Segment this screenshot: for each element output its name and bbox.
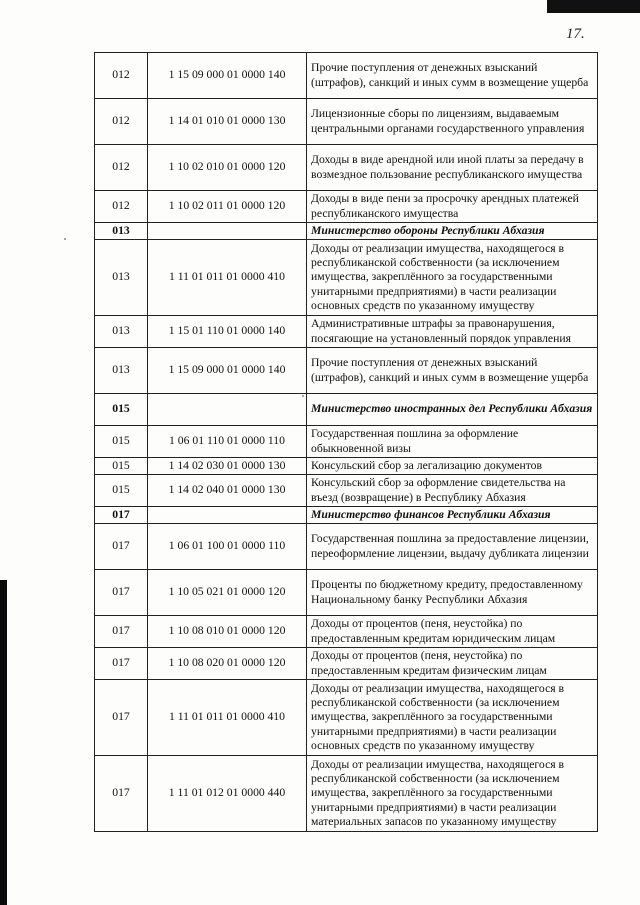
row-kbk-cell: 1 14 01 010 01 0000 130	[148, 99, 307, 145]
scan-corner-mark	[547, 0, 640, 13]
row-kbk-cell	[148, 394, 307, 426]
row-description-cell: Министерство иностранных дел Республики Абхазия	[307, 394, 598, 426]
row-code-cell: 017	[95, 524, 148, 570]
row-description-cell: Прочие поступления от денежных взысканий (штрафов), санкций и иных сумм в возмещение ущерба	[307, 53, 598, 99]
scan-edge-shadow	[0, 580, 7, 905]
row-code-cell: 013	[95, 348, 148, 394]
scan-speck	[64, 238, 66, 240]
row-kbk-cell: 1 11 01 011 01 0000 410	[148, 240, 307, 316]
row-kbk-cell: 1 15 09 000 01 0000 140	[148, 348, 307, 394]
table-row	[95, 426, 598, 458]
row-description-cell: Доходы от процентов (пеня, неустойка) по предоставленным кредитам юридическим лицам	[307, 616, 598, 648]
table-row	[95, 458, 598, 475]
row-code-cell: 012	[95, 191, 148, 223]
table-row	[95, 99, 598, 145]
row-kbk-cell: 1 14 02 030 01 0000 130	[148, 458, 307, 475]
row-code-cell: 012	[95, 99, 148, 145]
ministry-header-row	[95, 394, 598, 426]
ministry-header-row	[95, 223, 598, 240]
row-code-cell: 017	[95, 570, 148, 616]
table-row	[95, 53, 598, 99]
row-description-cell: Доходы от реализации имущества, находящегося в республиканской собственности (за исключением имущества, закреплённого за государственными унитарными предприятиями) в части реализации материальных запасов по указанному имуществу	[307, 756, 598, 832]
row-code-cell: 015	[95, 394, 148, 426]
row-kbk-cell: 1 10 05 021 01 0000 120	[148, 570, 307, 616]
row-kbk-cell: 1 06 01 110 01 0000 110	[148, 426, 307, 458]
row-kbk-cell: 1 15 01 110 01 0000 140	[148, 316, 307, 348]
row-kbk-cell: 1 10 02 011 01 0000 120	[148, 191, 307, 223]
row-code-cell: 017	[95, 756, 148, 832]
row-description-cell: Доходы в виде пени за просрочку арендных платежей республиканского имущества	[307, 191, 598, 223]
row-description-cell: Проценты по бюджетному кредиту, предоставленному Национальному банку Республики Абхазия	[307, 570, 598, 616]
table-row	[95, 680, 598, 756]
row-code-cell: 017	[95, 648, 148, 680]
row-description-cell: Прочие поступления от денежных взысканий (штрафов), санкций и иных сумм в возмещение ущерба	[307, 348, 598, 394]
row-code-cell: 015	[95, 426, 148, 458]
table-row	[95, 475, 598, 507]
table-row	[95, 316, 598, 348]
row-code-cell: 015	[95, 458, 148, 475]
table-row	[95, 145, 598, 191]
table-row	[95, 191, 598, 223]
row-code-cell: 013	[95, 223, 148, 240]
row-kbk-cell	[148, 507, 307, 524]
table-row	[95, 348, 598, 394]
table-row	[95, 524, 598, 570]
row-kbk-cell	[148, 223, 307, 240]
page-number: 17.	[566, 26, 585, 42]
row-code-cell: 012	[95, 53, 148, 99]
table-row	[95, 648, 598, 680]
row-code-cell: 013	[95, 240, 148, 316]
row-description-cell: Доходы от процентов (пеня, неустойка) по предоставленным кредитам физическим лицам	[307, 648, 598, 680]
row-kbk-cell: 1 15 09 000 01 0000 140	[148, 53, 307, 99]
row-description-cell: Лицензионные сборы по лицензиям, выдаваемым центральными органами государственного управления	[307, 99, 598, 145]
row-description-cell: Государственная пошлина за оформление обыкновенной визы	[307, 426, 598, 458]
row-kbk-cell: 1 10 08 010 01 0000 120	[148, 616, 307, 648]
row-description-cell: Доходы от реализации имущества, находящегося в республиканской собственности (за исключением имущества, закреплённого за государственными унитарными предприятиями) в части реализации основных средств по указанному имуществу	[307, 240, 598, 316]
table-row	[95, 240, 598, 316]
row-kbk-cell: 1 11 01 011 01 0000 410	[148, 680, 307, 756]
row-kbk-cell: 1 10 08 020 01 0000 120	[148, 648, 307, 680]
row-code-cell: 015	[95, 475, 148, 507]
row-description-cell: Министерство финансов Республики Абхазия	[307, 507, 598, 524]
row-description-cell: Доходы от реализации имущества, находящегося в республиканской собственности (за исключением имущества, закреплённого за государственными унитарными предприятиями) в части реализации основных средств по указанному имуществу	[307, 680, 598, 756]
revenue-codes-table	[94, 52, 598, 832]
row-code-cell: 017	[95, 680, 148, 756]
row-code-cell: 017	[95, 507, 148, 524]
row-kbk-cell: 1 06 01 100 01 0000 110	[148, 524, 307, 570]
row-code-cell: 013	[95, 316, 148, 348]
row-description-cell: Доходы в виде арендной или иной платы за передачу в возмездное пользование республиканского имущества	[307, 145, 598, 191]
row-description-cell: Консульский сбор за оформление свидетельства на въезд (возвращение) в Республику Абхазия	[307, 475, 598, 507]
table-row	[95, 570, 598, 616]
row-kbk-cell: 1 14 02 040 01 0000 130	[148, 475, 307, 507]
ministry-header-row	[95, 507, 598, 524]
row-description-cell: Консульский сбор за легализацию документов	[307, 458, 598, 475]
table-row	[95, 756, 598, 832]
row-description-cell: Государственная пошлина за предоставление лицензии, переоформление лицензии, выдачу дубликата лицензии	[307, 524, 598, 570]
row-code-cell: 017	[95, 616, 148, 648]
row-kbk-cell: 1 10 02 010 01 0000 120	[148, 145, 307, 191]
row-code-cell: 012	[95, 145, 148, 191]
row-description-cell: Министерство обороны Республики Абхазия	[307, 223, 598, 240]
row-description-cell: Административные штрафы за правонарушения, посягающие на установленный порядок управления	[307, 316, 598, 348]
row-kbk-cell: 1 11 01 012 01 0000 440	[148, 756, 307, 832]
table-row	[95, 616, 598, 648]
